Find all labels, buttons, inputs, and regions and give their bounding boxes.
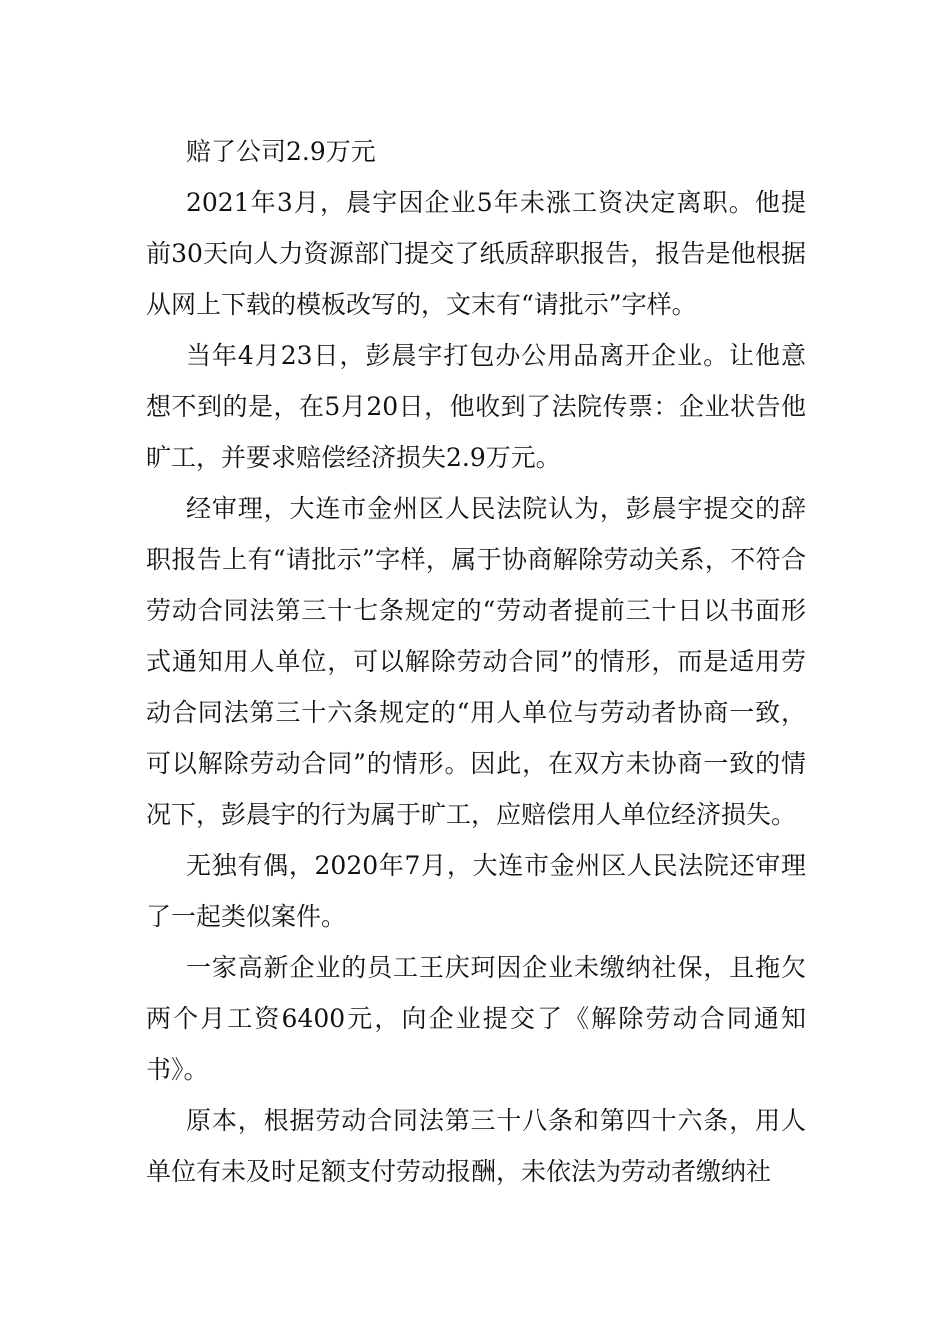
paragraph-3: 当年4月23日，彭晨宇打包办公用品离开企业。让他意想不到的是，在5月20日，他收到了法院传票：企业状告他旷工，并要求赔偿经济损失2.9万元。: [146, 341, 806, 472]
paragraph-2: 2021年3月，晨宇因企业5年未涨工资决定离职。他提前30天向人力资源部门提交了纸质辞职报告，报告是他根据从网上下载的模板改写的，文末有“请批示”字样。: [146, 188, 806, 319]
paragraph-1: 赔了公司2.9万元: [186, 137, 376, 166]
article-body: [146, 126, 806, 1197]
paragraph-4: 经审理，大连市金州区人民法院认为，彭晨宇提交的辞职报告上有“请批示”字样，属于协商解除劳动关系，不符合劳动合同法第三十七条规定的“劳动者提前三十日以书面形式通知用人单位，可以解除劳动合同”的情形，而是适用劳动合同法第三十六条规定的“用人单位与劳动者协商一致，可以解除劳动合同”的情形。因此，在双方未协商一致的情况下，彭晨宇的行为属于旷工，应赔偿用人单位经济损失。: [146, 494, 806, 829]
paragraph-6: 一家高新企业的员工王庆珂因企业未缴纳社保，且拖欠两个月工资6400元，向企业提交了《解除劳动合同通知书》。: [146, 953, 806, 1084]
paragraph-5: 无独有偶，2020年7月，大连市金州区人民法院还审理了一起类似案件。: [146, 851, 806, 931]
paragraph-7: 原本，根据劳动合同法第三十八条和第四十六条，用人单位有未及时足额支付劳动报酬，未依法为劳动者缴纳社: [146, 1106, 806, 1186]
